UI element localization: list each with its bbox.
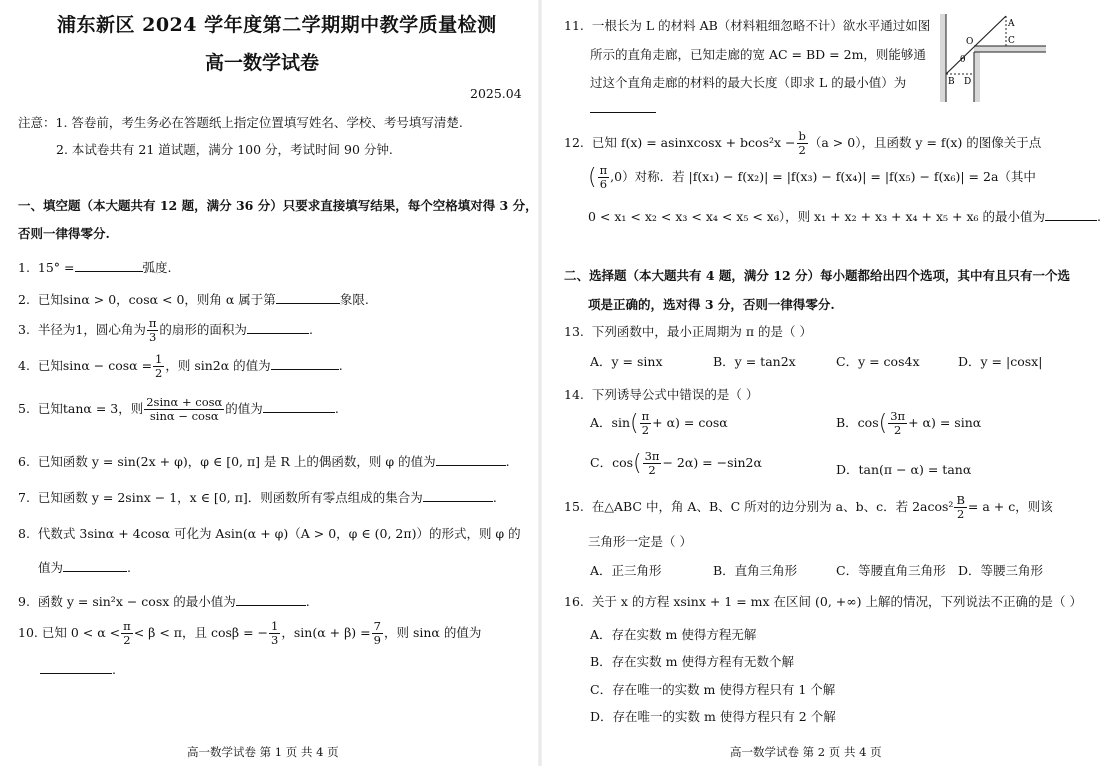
question-8-cont: 值为 .	[38, 560, 131, 575]
question-15: 15. 在△ABC 中，角 A、B、C 所对的边分别为 a、b、c．若 2acos² $\frac{B}{2}$ = a + c，则该	[564, 493, 1053, 521]
answer-blank[interactable]	[436, 453, 506, 466]
corridor-figure	[936, 12, 1046, 104]
q14-option-a[interactable]: A．sin( $\frac{\pi}{2}$ + α) = cosα	[590, 409, 728, 437]
question-14: 14. 下列诱导公式中错误的是（ ）	[564, 387, 759, 402]
q15-option-a[interactable]: A．正三角形	[590, 563, 662, 578]
question-13: 13. 下列函数中，最小正周期为 π 的是（ ）	[564, 324, 812, 339]
q16-option-a[interactable]: A．存在实数 m 使得方程无解	[590, 627, 757, 642]
q13-option-d[interactable]: D．y = |cosx|	[958, 354, 1043, 369]
question-16: 16. 关于 x 的方程 xsinx + 1 = mx 在区间 (0, +∞) 上解的情况，下列说法不正确的是（ ）	[564, 594, 1083, 609]
answer-blank[interactable]	[247, 321, 309, 334]
q13-option-b[interactable]: B．y = tan2x	[713, 354, 796, 369]
q15-option-c[interactable]: C．等腰直角三角形	[836, 563, 946, 578]
question-11-line2: 所示的直角走廊，已知走廊的宽 AC = BD = 2m，则能够通	[590, 47, 926, 62]
q16-option-d[interactable]: D．存在唯一的实数 m 使得方程只有 2 个解	[590, 709, 836, 724]
question-8: 8. 代数式 3sinα + 4cosα 可化为 Asin(α + φ)（A > 0，φ ∈ (0, 2π)）的形式，则 φ 的	[18, 526, 521, 541]
section-1-heading: 一、填空题（本大题共有 12 题，满分 36 分）只要求直接填写结果，每个空格填对得 3 分，	[18, 198, 538, 213]
q16-option-c[interactable]: C．存在唯一的实数 m 使得方程只有 1 个解	[590, 682, 836, 697]
section-2-heading: 二、选择题（本大题共有 4 题，满分 12 分）每小题都给出四个选项，其中有且只有一个选	[564, 268, 1071, 283]
q15-option-d[interactable]: D．等腰三角形	[958, 563, 1044, 578]
question-4: 4. 已知sinα − cosα = $\frac{1}{2}$ ，则 sin2α 的值为 .	[18, 352, 343, 380]
q14-option-c[interactable]: C．cos( $\frac{3\pi}{2}$ − 2α) = −sin2α	[590, 449, 762, 477]
answer-blank[interactable]	[40, 661, 112, 674]
exam-date: 2025.04	[470, 86, 522, 101]
question-7: 7. 已知函数 y = 2sinx − 1，x ∈ [0, π]．则函数所有零点组成的集合为 .	[18, 490, 497, 505]
q14-option-b[interactable]: B．cos( $\frac{3\pi}{2}$ + α) = sinα	[836, 409, 982, 437]
question-9: 9. 函数 y = sin²x − cosx 的最小值为 .	[18, 594, 310, 609]
question-6: 6. 已知函数 y = sin(2x + φ)，φ ∈ [0, π] 是 R 上的偶函数，则 φ 的值为 .	[18, 454, 510, 469]
question-11: 11. 一根长为 L 的材料 AB（材料粗细忽略不计）欲水平通过如图	[564, 18, 931, 33]
q14-option-d[interactable]: D．tan(π − α) = tanα	[836, 462, 972, 477]
answer-blank[interactable]	[423, 489, 493, 502]
question-10-cont: .	[40, 661, 116, 677]
q13-option-c[interactable]: C．y = cos4x	[836, 354, 920, 369]
q13-option-a[interactable]: A．y = sinx	[590, 354, 663, 369]
answer-blank[interactable]	[590, 100, 656, 113]
answer-blank[interactable]	[75, 259, 143, 272]
question-5: 5. 已知tanα = 3，则 $\frac{2\sin\alpha + \cos\alpha}{\sin\alpha - \cos\alpha}$ 的值为 .	[18, 395, 339, 423]
question-3: 3. 半径为1，圆心角为 $\frac{\pi}{3}$ 的扇形的面积为 .	[18, 316, 313, 344]
answer-blank[interactable]	[63, 559, 127, 572]
note-1: 注意：1. 答卷前，考生务必在答题纸上指定位置填写姓名、学校、考号填写清楚.	[18, 115, 463, 130]
fig-label: D	[964, 77, 972, 87]
page-2	[540, 0, 1101, 766]
page-1-footer: 高一数学试卷 第 1 页 共 4 页	[187, 745, 339, 759]
question-12-line2: ( $\frac{\pi}{6}$ ,0）对称．若 |f(x₁) − f(x₂)| = |f(x₃) − f(x₄)| = |f(x₅) − f(x₆)| = 2a（其中	[588, 163, 1036, 191]
fig-label: B	[948, 77, 955, 87]
question-12-line3: 0 < x₁ < x₂ < x₃ < x₄ < x₅ < x₆），则 x₁ + x₂ + x₃ + x₄ + x₅ + x₆ 的最小值为 .	[588, 209, 1101, 224]
page-1	[0, 0, 540, 766]
question-11-line3: 过这个直角走廊的材料的最大长度（即求 L 的最小值）为	[590, 75, 907, 90]
question-11-blank	[590, 100, 656, 116]
answer-blank[interactable]	[276, 291, 340, 304]
page-2-footer: 高一数学试卷 第 2 页 共 4 页	[730, 745, 882, 759]
answer-blank[interactable]	[1045, 208, 1097, 221]
answer-blank[interactable]	[236, 593, 306, 606]
question-1: 1. 15° = 弧度.	[18, 260, 172, 275]
question-12: 12. 已知 f(x) = asinxcosx + bcos²x − $\frac{b}{2}$ （a > 0），且函数 y = f(x) 的图像关于点	[564, 129, 1042, 157]
answer-blank[interactable]	[271, 357, 339, 370]
question-10: 10. 已知 0 < α < $\frac{\pi}{2}$ < β < π，且 cosβ = − $\frac{1}{3}$ ，sin(α + β) = $\frac{7}{9}$ ，则 sinα 的值为	[18, 619, 482, 647]
question-15-cont: 三角形一定是（ ）	[588, 534, 692, 549]
fig-label: O	[966, 37, 974, 47]
section-1-heading-cont: 否则一律得零分.	[18, 226, 110, 241]
note-2: 2. 本试卷共有 21 道试题，满分 100 分，考试时间 90 分钟.	[56, 142, 393, 157]
answer-blank[interactable]	[263, 400, 335, 413]
q15-option-b[interactable]: B．直角三角形	[713, 563, 798, 578]
question-2: 2. 已知sinα > 0，cosα < 0，则角 α 属于第 象限.	[18, 292, 369, 307]
q16-option-b[interactable]: B．存在实数 m 使得方程有无数个解	[590, 654, 794, 669]
exam-title: 浦东新区 2024 学年度第二学期期中教学质量检测	[57, 14, 497, 36]
fig-label: A	[1008, 19, 1015, 29]
section-2-heading-cont: 项是正确的，选对得 3 分，否则一律得零分.	[588, 297, 835, 312]
fig-label: θ	[960, 55, 966, 65]
fig-label: C	[1008, 36, 1015, 46]
exam-subtitle: 高一数学试卷	[205, 52, 320, 74]
